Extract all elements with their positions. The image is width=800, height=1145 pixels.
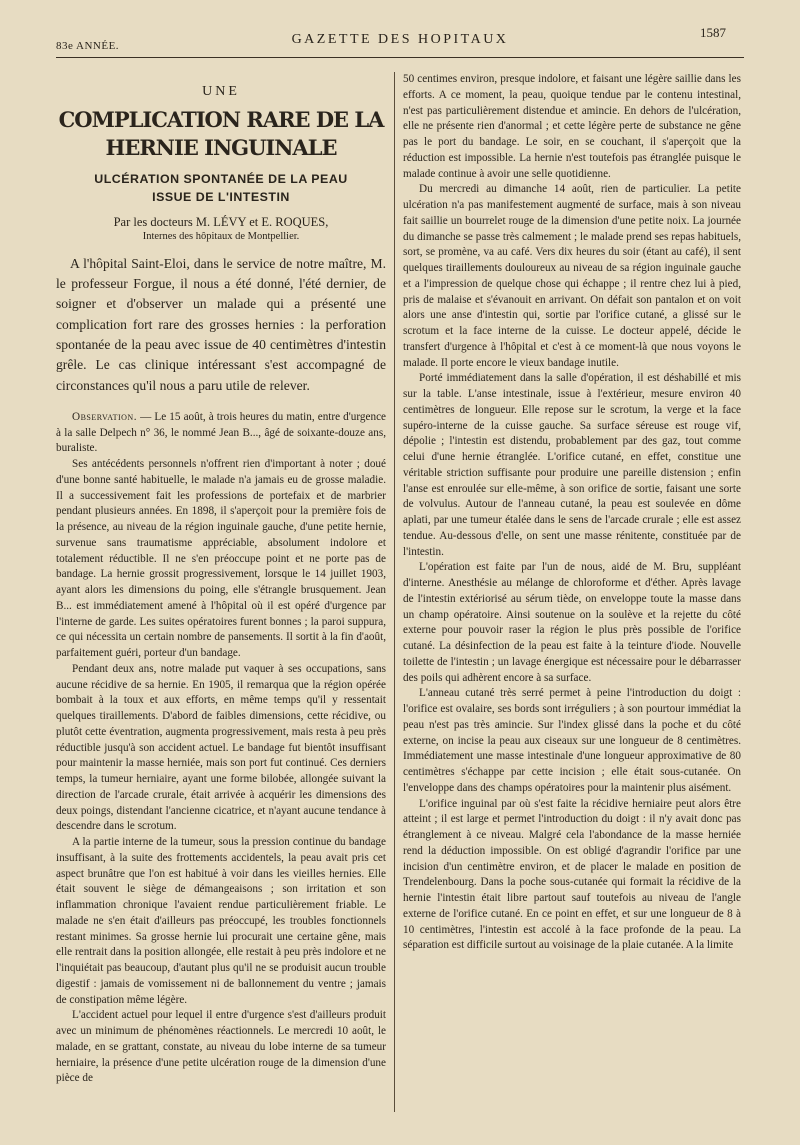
article-intro (56, 254, 386, 396)
left-paragraph-4: L'accident actuel pour lequel il entre d'urgence s'est d'ailleurs produit avec un minimum de phénomènes réactionnels. Le mercredi 10 août, le malade, en se grattant, constate, au niveau du lobe interne de sa tumeur herniaire, la présence d'une petite ulcération rouge de la dimension d'une pièce de (56, 1009, 386, 1085)
article-title: COMPLICATION RARE DE LA HERNIE INGUINALE (58, 106, 384, 160)
left-paragraph-3: A la partie interne de la tumeur, sous la pression continue du bandage insuffisant, à la suite des frottements accidentels, la peau avait pris cet aspect brunâtre que l'on est habitué à voir dans les vieilles hernies. Elle était souvent le siège de démangeaisons ; son irritation et son inflammation chronique l'avaient rendue particulièrement friable. Le malade ne s'en était d'ailleurs pas préoccupé, les troubles fonctionnels restant minimes. Sa grosse hernie lui procurait une certaine gêne, mais elle rentrait dans la position allongée, elle restait à peu près indolore et ne l'inquiétait pas beaucoup, d'autant plus qu'il ne se produisit aucun trouble digestif : jamais de vomissement ni de ballonnement du ventre ; jamais de constipation même légère. (56, 836, 386, 1006)
observation-text: — Le 15 août, à trois heures du matin, entre d'urgence à la salle Delpech n° 36, le nommé Jean B..., âgé de soixante-douze ans, buraliste. (56, 410, 386, 455)
article-authors: Par les docteurs M. LÉVY et E. ROQUES, (113, 214, 329, 229)
right-paragraph-5: L'anneau cutané très serré permet à peine l'introduction du doigt : l'orifice est ovalaire, ses bords sont irréguliers ; à son pourtour immédiat la peau n'est pas très amincie. Sur l'index glissé dans la poche et du côté externe, on incise la peau aux ciseaux sur une longueur de 8 centimètres. Immédiatement une masse intestinale d'une longueur approximative de 80 centimètres s'échappe par cette incision ; elle était sous-cutanée. On l'enveloppe dans des champs opératoires pour la maintenir plus aisément. (403, 687, 741, 794)
article-subtitle-2: ISSUE DE L'INTESTIN (152, 189, 290, 204)
header-page-number: 1587 (700, 25, 726, 40)
right-paragraph-6: L'orifice inguinal par où s'est faite la récidive herniaire peut alors être atteint ; il est large et permet l'introduction du doigt : il n'y avait donc pas étranglement à ce niveau. Malgré cela l'abondance de la masse herniée rend la déduction impossible. On est obligé d'agrandir l'orifice par une incision d'un centimètre environ, et de placer le malade en position de Trendelenbourg. Dans la poche sous-cutanée qui formait la récidive de la hernie l'intestin était libre partout sauf toutefois au niveau de l'angle externe de l'orifice cutané. En ce point en effet, et sur une longueur de 8 à 10 centimètres, l'intestin est accolé à la face profonde de la peau. La séparation est difficile surtout au voisinage de la plaie cutanée. A la limite (403, 797, 741, 952)
header-rule (56, 57, 744, 58)
observation-paragraph (56, 410, 386, 457)
right-paragraph-1: 50 centimes environ, presque indolore, et faisant une légère saillie dans les efforts. A ce moment, la peau, quoique tendue par le contenu intestinal, n'est pas particulièrement distendue et amincie. En dehors de l'ulcération, elle ne présente rien d'anormal ; et cette légère perte de substance ne gêne pas le port du bandage. Le soir, en se couchant, il s'aperçoit que la réduction est impossible. La hernie n'est toutefois pas étranglée puisque le malade continue à avoir une selle quotidienne. (403, 73, 741, 180)
column-divider (394, 72, 395, 1112)
article-kicker: UNE (202, 84, 240, 99)
left-paragraph-2: Pendant deux ans, notre malade put vaquer à ses occupations, sans aucune récidive de sa hernie. En 1905, il remarqua que la région opérée bombait à la toux et aux efforts, en même temps qu'il y ressentait quelques tiraillements. D'abord de faibles dimensions, cette récidive, ou plutôt cette éventration, augmenta progressivement, mais resta à peu près réductible jusqu'à son accident actuel. Le bandage fut bientôt insuffisant pour maintenir la masse herniée, mais son port fut continué. Ces derniers temps, la tumeur herniaire, ayant une forme bilobée, allongée suivant la direction de l'arcade crurale, était arrivée à acquérir les dimensions des deux poings, distendant l'ancienne cicatrice, et n'ayant aucune tendance à descendre dans le scrotum. (56, 662, 386, 833)
right-paragraph-2: Du mercredi au dimanche 14 août, rien de particulier. La petite ulcération n'a pas manifestement augmenté de surface, mais à son niveau fait saillie un bourrelet rouge de la dimension d'une petite noix. La journée du dimanche se passe très calmement ; le malade prend ses repas habituels, sort, se promène, va au café. Vers dix heures du soir (étant au café), il sent quelques tiraillements douloureux au niveau de sa région inguinale gauche et a l'impression de quelque chose qui échappe ; il rentre chez lui à pied, pris de malaise et s'évanouit en arrivant. On défait son pantalon et on voit alors une anse d'intestin qui, sortie par l'orifice cutané, a glissé sur le scrotum et la face interne de la cuisse. Le docteur appelé, décide le transfert d'urgence à l'hôpital et c'est à ce moment-là que nous voyons le malade. Il porte encore le vieux bandage inutile. (403, 183, 741, 369)
right-paragraph-3: Porté immédiatement dans la salle d'opération, il est déshabillé et mis sur la table. L'anse intestinale, issue à l'extérieur, mesure environ 40 centimètres de longueur. Elle repose sur le scrotum, la verge et la face supéro-interne de la cuisse gauche. Sa surface séreuse est rouge vif, dépolie ; l'intestin est distendu, probablement par des gaz, tout comme celui d'une hernie étranglée. L'orifice cutané, en effet, constitue une véritable striction suffisante pour produire une pareille distension ; enfin l'anse est enroulée sur elle-même, à son orifice de sortie, faisant une sorte de volvulus. Autour de l'anneau cutané, la peau est soulevée en dôme aplati, par une tumeur étalée dans le sens de l'arcade crurale ; elle est assez tendue. Au-dessous d'elle, on sent une masse rénitente, constituée par de l'intestin. (403, 372, 741, 558)
header-year: 83e ANNÉE. (56, 40, 120, 52)
article-affiliation: Internes des hôpitaux de Montpellier. (142, 230, 300, 242)
spacer (56, 396, 386, 410)
intro-paragraph: A l'hôpital Saint-Eloi, dans le service de notre maître, M. le professeur Forgue, il nous a été donné, l'été dernier, de soigner et d'observer un malade qui a présenté une complication fort rare des grosses hernies : la perforation spontanée de la peau avec issue de 40 centimètres d'intestin grêle. Le cas clinique intéressant s'est accompagné de circonstances qu'il nous a paru utile de relever. (56, 255, 386, 393)
article-subtitle-1: ULCÉRATION SPONTANÉE DE LA PEAU (94, 171, 348, 186)
right-column (403, 72, 741, 954)
left-paragraph-1: Ses antécédents personnels n'offrent rien d'important à noter ; doué d'une bonne santé habituelle, le malade n'a jamais eu de grosse maladie. Il a successivement fait les professions de portefaix et de marbrier pendant plusieurs années. En 1898, il s'aperçoit pour la première fois de la présence, au niveau de la région inguinale gauche, d'une petite hernie, survenue sans traumatisme appréciable, absolument indolore et totalement réductible. Il ne s'en préoccupe point et ne porte pas de bandage. La hernie grossit progressivement, lorsque le 14 juillet 1903, ayant alors les dimensions du poing, elle s'étrangle brusquement. Jean B... est immédiatement amené à l'hôpital où il est opéré d'urgence par l'interne de garde. Les suites opératoires furent bonnes ; la paroi suppura, ce qui nécessita un certain nombre de pansements. Il sortit à la fin d'août, parfaitement guéri, porteur d'un bandage. (56, 458, 386, 660)
observation-label: Observation. (72, 410, 137, 423)
right-paragraph-4: L'opération est faite par l'un de nous, aidé de M. Bru, suppléant d'interne. Anesthésie au mélange de chloroforme et d'éther. Après lavage de l'intestin extériorisé au sérum tiède, on enveloppe toute la masse dans un champ opératoire. Ainsi soutenue on la soulève et la rejette du côté externe pour pouvoir raser la région le plus près possible de l'orifice cutané. La désinfection de la peau est faite à la teinture d'iode. Nouvelle toilette de l'intestin ; un lavage énergique est nécessaire pour le débarrasser des poils qui adhèrent encore à sa surface. (403, 561, 741, 684)
left-column (56, 72, 386, 1087)
header-title: GAZETTE DES HOPITAUX (291, 32, 509, 47)
